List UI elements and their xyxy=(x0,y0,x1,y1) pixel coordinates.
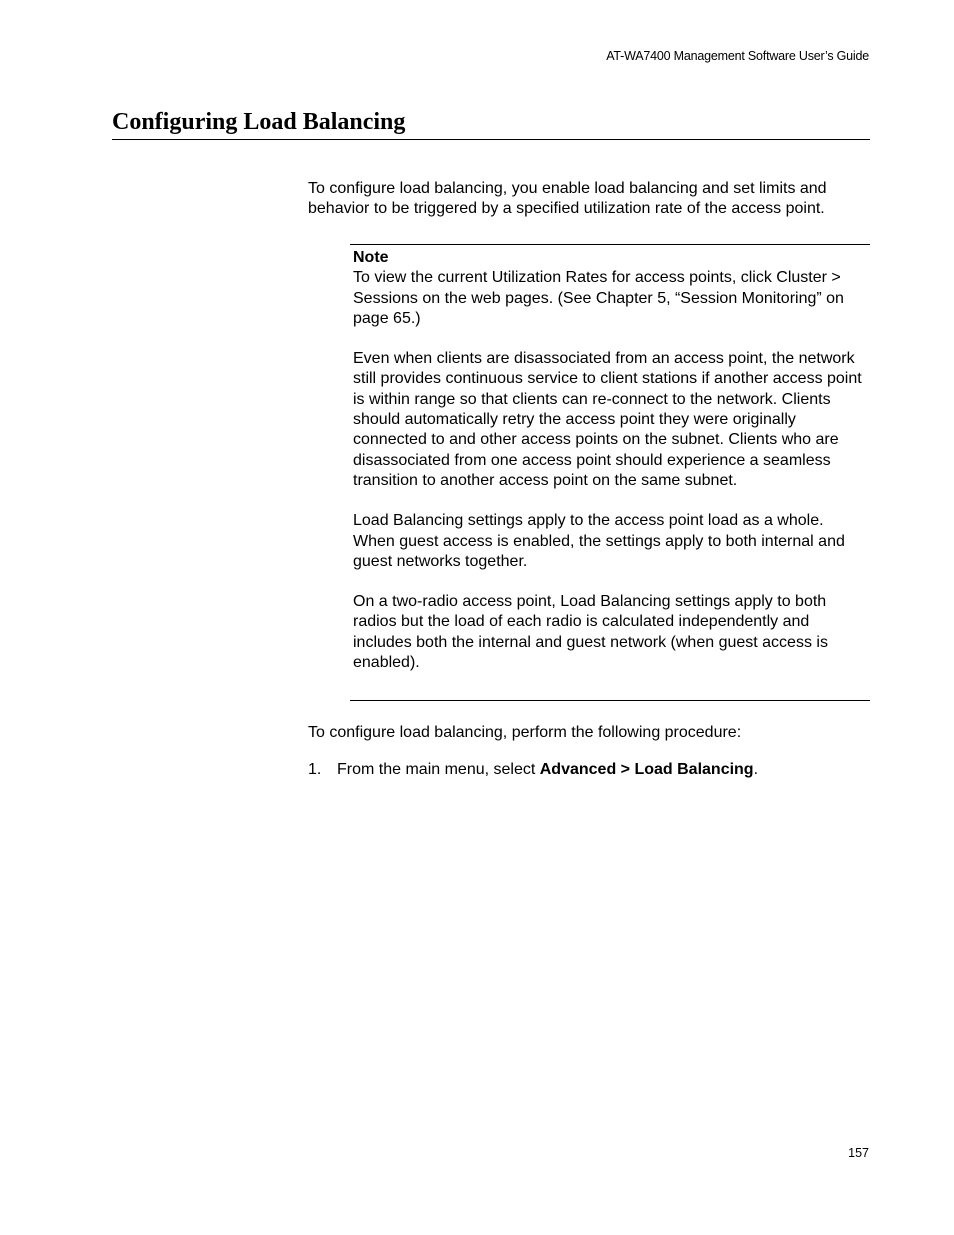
note-paragraph-guest-access: Load Balancing settings apply to the access point load as a whole. When guest access is enabled, the settings apply to both internal and guest networks together. xyxy=(353,512,845,570)
section-title: Configuring Load Balancing xyxy=(112,109,406,135)
procedure-intro: To configure load balancing, perform the following procedure: xyxy=(308,724,742,741)
intro-paragraph: To configure load balancing, you enable load balancing and set limits and behavior to be triggered by a specified utilization rate of the access point. xyxy=(308,180,827,218)
step-number: 1. xyxy=(308,761,322,778)
page-number: 157 xyxy=(848,1146,869,1160)
note-paragraph-utilization: To view the current Utilization Rates for access points, click Cluster > Sessions on the web pages. (See Chapter 5, “Session Monitoring” on page 65.) xyxy=(353,269,844,327)
step-text xyxy=(337,760,758,780)
note-paragraph-two-radio: On a two-radio access point, Load Balancing settings apply to both radios but the load of each radio is calculated independently and includes both the internal and guest network (when guest access is enabled). xyxy=(353,593,828,672)
step-text-prefix: From the main menu, select xyxy=(337,761,540,778)
note-content xyxy=(353,248,869,673)
title-rule xyxy=(112,139,870,140)
note-label: Note xyxy=(353,249,389,266)
running-header: AT-WA7400 Management Software User’s Guide xyxy=(606,49,869,63)
menu-path: Advanced > Load Balancing xyxy=(539,761,754,778)
step-text-suffix: . xyxy=(753,761,759,778)
note-box xyxy=(350,244,870,701)
note-paragraph-disassociation: Even when clients are disassociated from an access point, the network still provides continuous service to client stations if another access point is within range so that clients can re-connect to the network. Clients should automatically retry the access point they were originally connected to and other access points on the subnet. Clients who are disassociated from one access point should experience a seamless transition to another access point on the same subnet. xyxy=(353,350,862,489)
